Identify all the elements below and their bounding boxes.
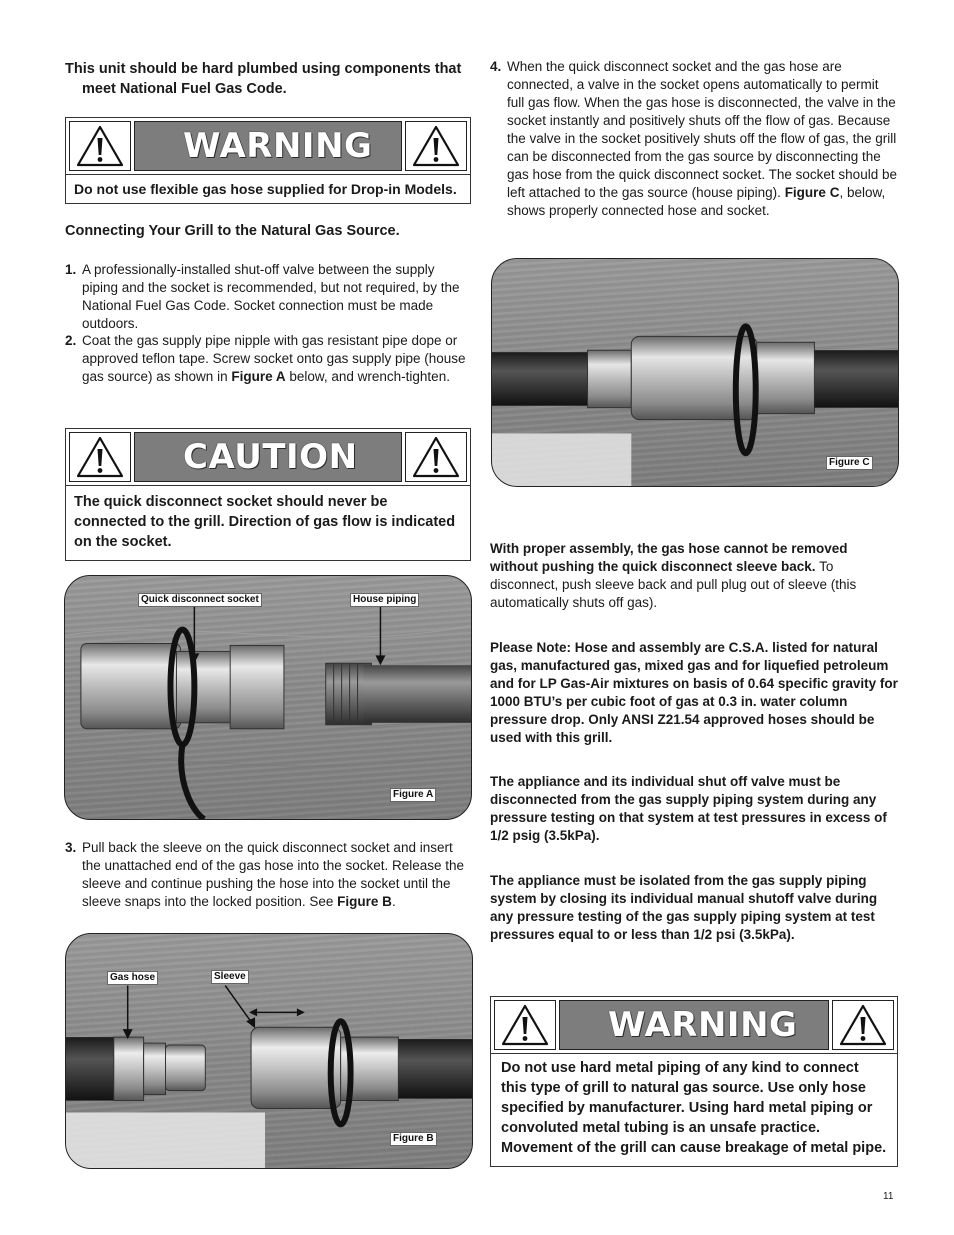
figure-a-illustration	[65, 576, 471, 819]
warning-text: Do not use flexible gas hose supplied for Drop-in Models.	[66, 174, 470, 203]
step-number: 2.	[65, 333, 77, 348]
warning-word: WARNING	[134, 121, 402, 171]
caution-box	[65, 428, 471, 561]
step-text: Coat the gas supply pipe nipple with gas resistant pipe dope or approved teflon tape. Screw socket onto gas supply pipe (house gas source) as shown in Figure A below, and wrench-tighten.	[82, 333, 466, 384]
figure-a-label: Figure A	[390, 788, 436, 802]
figure-b-photo	[65, 933, 473, 1169]
disconnect-note: The appliance and its individual shut off valve must be disconnected from the gas supply piping system during any pressure testing on that system at test pressures in excess of 1/2 psig (3.5kPa).	[490, 774, 887, 843]
caution-word: CAUTION	[134, 432, 402, 482]
step-3	[65, 839, 471, 911]
callout-quick-disconnect-socket: Quick disconnect socket	[138, 593, 262, 607]
warning-text: Do not use hard metal piping of any kind to connect this type of grill to natural gas source. Use only hose specified by manufacturer. Using hard metal piping or convoluted metal tubing is an unsafe practice. Movement of the grill can cause breakage of metal pipe.	[491, 1053, 897, 1162]
step-text: A professionally-installed shut-off valve between the supply piping and the socket is recommended, but not required, by the National Fuel Gas Code. Socket connection must be made outdoors.	[82, 262, 460, 331]
step-4	[490, 58, 898, 220]
step-text: Pull back the sleeve on the quick disconnect socket and insert the unattached end of the gas hose into the socket. Release the sleeve and continue pushing the hose into the socket until the sleeve snaps into the locked position. See Figure B.	[82, 840, 465, 909]
please-note: Please Note: Hose and assembly are C.S.A. listed for natural gas, manufactured gas, mixed gas and for liquefied petroleum and for LP Gas-Air mixtures on basis of 0.64 specific gravity for 1000 BTU’s per cubic foot of gas at 0.3 in. water column pressure drop. Only ANSI Z21.54 approved hoses should be used with this grill.	[490, 640, 898, 745]
warning-triangle-icon	[405, 121, 467, 171]
figure-c-label: Figure C	[826, 456, 873, 470]
warning-triangle-icon	[832, 1000, 894, 1050]
intro-text: This unit should be hard plumbed using components that meet National Fuel Gas Code.	[65, 61, 462, 97]
isolate-note: The appliance must be isolated from the gas supply piping system by closing its individual manual shutoff valve during any pressure testing of the gas supply piping system at test pressures equal to or less than 1/2 psi (3.5kPa).	[490, 873, 878, 942]
warning-triangle-icon	[405, 432, 467, 482]
callout-house-piping: House piping	[350, 593, 419, 607]
warning-box-top	[65, 117, 471, 204]
figure-reference: Figure A	[231, 369, 286, 384]
warning-word: WARNING	[559, 1000, 829, 1050]
callout-sleeve: Sleeve	[211, 970, 249, 984]
figure-b-label: Figure B	[390, 1132, 437, 1146]
warning-banner	[491, 997, 897, 1053]
caution-text: The quick disconnect socket should never be connected to the grill. Direction of gas flow is indicated on the socket.	[66, 485, 470, 558]
warning-triangle-icon	[69, 121, 131, 171]
assembly-note: With proper assembly, the gas hose cannot be removed without pushing the quick disconnect sleeve back. To disconnect, push sleeve back and pull plug out of sleeve (this automatically shuts off gas).	[490, 541, 857, 610]
page-number: 11	[883, 1191, 894, 1202]
step-2	[65, 332, 471, 386]
step-text: When the quick disconnect socket and the gas hose are connected, a valve in the socket opens automatically to permit full gas flow. When the gas hose is disconnected, the valve in the socket instantly and positively shuts off the flow of gas. Because the valve in the socket positively shuts off the flow of gas, the grill can be disconnected from the gas source by disconnecting the gas hose from the quick disconnect socket. The socket should be left attached to the gas source (house piping). Figure C, below, shows properly connected hose and socket.	[507, 59, 897, 218]
warning-banner	[66, 118, 470, 174]
warning-triangle-icon	[69, 432, 131, 482]
figure-a-photo	[64, 575, 472, 820]
warning-triangle-icon	[494, 1000, 556, 1050]
step-number: 4.	[490, 59, 502, 74]
figure-reference: Figure C	[784, 185, 840, 200]
figure-c-illustration	[492, 259, 898, 486]
step-1	[65, 261, 471, 333]
step-number: 1.	[65, 262, 77, 277]
figure-reference: Figure B	[337, 894, 392, 909]
figure-c-photo	[491, 258, 899, 487]
callout-gas-hose: Gas hose	[107, 971, 158, 985]
caution-banner	[66, 429, 470, 485]
step-number: 3.	[65, 840, 77, 855]
warning-box-bottom	[490, 996, 898, 1167]
connecting-heading: Connecting Your Grill to the Natural Gas Source.	[65, 223, 400, 239]
